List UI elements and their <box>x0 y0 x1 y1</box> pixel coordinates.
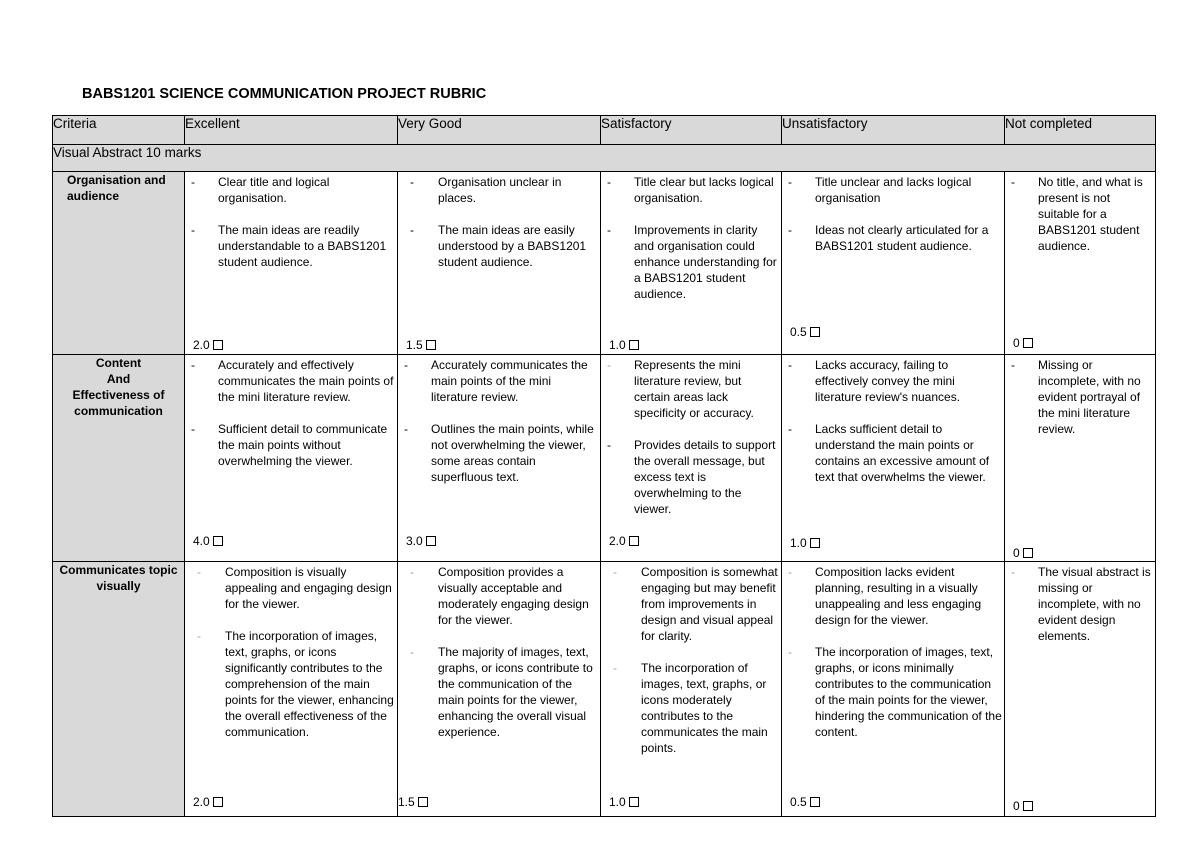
checkbox[interactable] <box>629 536 639 546</box>
list-item: - Lacks sufficient detail to understand the main points or contains an excessive amount of text that overwhelms the viewer. <box>788 422 990 484</box>
unsatisfactory-cell <box>782 562 1005 817</box>
very-good-cell <box>398 172 601 355</box>
unsatisfactory-cell <box>782 172 1005 355</box>
checkbox[interactable] <box>629 340 639 350</box>
list-item: - Ideas not clearly articulated for a BABS1201 student audience. <box>788 223 989 253</box>
list-item: - Composition provides a visually acceptable and moderately engaging design for the viewer. <box>410 565 589 627</box>
score: 1.0 <box>790 535 820 551</box>
checkbox[interactable] <box>213 797 223 807</box>
checkbox[interactable] <box>810 538 820 548</box>
unsatisfactory-cell <box>782 355 1005 562</box>
checkbox[interactable] <box>426 340 436 350</box>
list-item: - Accurately communicates the main points of the mini literature review. <box>404 358 588 404</box>
list-item: - Title clear but lacks logical organisation. <box>607 175 774 205</box>
satisfactory-cell <box>601 355 782 562</box>
list-item: - Missing or incomplete, with no evident portrayal of the mini literature review. <box>1011 358 1141 436</box>
score: 0 <box>1013 798 1033 814</box>
checkbox[interactable] <box>213 536 223 546</box>
very-good-cell <box>398 355 601 562</box>
score: 1.5 <box>398 794 428 810</box>
header-excellent: Excellent <box>185 116 398 145</box>
list-item: - Accurately and effectively communicates the main points of the mini literature review. <box>191 358 394 404</box>
table-row <box>53 172 1156 355</box>
excellent-cell <box>185 172 398 355</box>
list-item: - Improvements in clarity and organisation could enhance understanding for a BABS1201 student audience. <box>607 223 777 301</box>
header-criteria: Criteria <box>53 116 185 145</box>
very-good-cell <box>398 562 601 817</box>
header-not-completed: Not completed <box>1005 116 1156 145</box>
score: 1.0 <box>609 337 639 353</box>
list-item: - Provides details to support the overall message, but excess text is overwhelming to the viewer. <box>607 438 776 516</box>
list-item: - Composition is somewhat engaging but may benefit from improvements in design and visual appeal for clarity. <box>613 565 778 643</box>
header-very-good: Very Good <box>398 116 601 145</box>
score: 0 <box>1013 545 1033 561</box>
criteria-cell: Content And Effectiveness of communication <box>53 355 185 562</box>
list-item: - Composition lacks evident planning, resulting in a visually unappealing and less engaging design for the viewer. <box>788 565 982 627</box>
checkbox[interactable] <box>418 797 428 807</box>
score: 0.5 <box>790 324 820 340</box>
header-unsatisfactory: Unsatisfactory <box>782 116 1005 145</box>
table-row <box>53 355 1156 562</box>
score: 2.0 <box>193 794 223 810</box>
header-satisfactory: Satisfactory <box>601 116 782 145</box>
list-item: - The visual abstract is missing or incomplete, with no evident design elements. <box>1011 565 1151 643</box>
page-title: BABS1201 SCIENCE COMMUNICATION PROJECT RUBRIC <box>82 86 487 102</box>
list-item: - Composition is visually appealing and engaging design for the viewer. <box>197 565 392 611</box>
score: 4.0 <box>193 533 223 549</box>
header-row <box>53 116 1156 145</box>
list-item: - Clear title and logical organisation. <box>191 175 330 205</box>
list-item: - Organisation unclear in places. <box>410 175 562 205</box>
checkbox[interactable] <box>1023 801 1033 811</box>
satisfactory-cell <box>601 562 782 817</box>
excellent-cell <box>185 355 398 562</box>
satisfactory-cell <box>601 172 782 355</box>
list-item: - The main ideas are easily understood by a BABS1201 student audience. <box>410 223 587 269</box>
list-item: - The incorporation of images, text, graphs, or icons minimally contributes to the communication of the main points for the viewer, hindering the communication of the content. <box>788 645 1002 739</box>
criteria-cell: Communicates topic visually <box>53 562 185 817</box>
score: 1.0 <box>609 794 639 810</box>
checkbox[interactable] <box>629 797 639 807</box>
list-item: - The main ideas are readily understandable to a BABS1201 student audience. <box>191 223 387 269</box>
score: 0.5 <box>790 794 820 810</box>
not-completed-cell <box>1005 172 1156 355</box>
list-item: - Title unclear and lacks logical organisation <box>788 175 972 205</box>
criteria-cell: Organisation and audience <box>53 172 185 355</box>
not-completed-cell <box>1005 355 1156 562</box>
score: 3.0 <box>406 533 436 549</box>
list-item: - The incorporation of images, text, graphs, or icons moderately contributes to the communicates the main points. <box>613 661 768 755</box>
rubric-table <box>52 115 1156 817</box>
list-item: - Outlines the main points, while not overwhelming the viewer, some areas contain superfluous text. <box>404 422 594 484</box>
section-row <box>53 145 1156 172</box>
score: 2.0 <box>609 533 639 549</box>
list-item: - The incorporation of images, text, graphs, or icons significantly contributes to the comprehension of the main points for the viewer, enhancing the overall effectiveness of the communication. <box>197 629 394 739</box>
checkbox[interactable] <box>1023 548 1033 558</box>
score: 2.0 <box>193 337 223 353</box>
checkbox[interactable] <box>810 797 820 807</box>
list-item: - No title, and what is present is not suitable for a BABS1201 student audience. <box>1011 175 1143 253</box>
list-item: - Represents the mini literature review, but certain areas lack specificity or accuracy. <box>607 358 754 420</box>
excellent-cell <box>185 562 398 817</box>
table-row <box>53 562 1156 817</box>
score: 0 <box>1013 335 1033 351</box>
list-item: - Lacks accuracy, failing to effectively convey the mini literature review's nuances. <box>788 358 961 404</box>
section-label: Visual Abstract 10 marks <box>53 145 1156 172</box>
not-completed-cell <box>1005 562 1156 817</box>
list-item: - The majority of images, text, graphs, or icons contribute to the communication of the main points for the viewer, enhancing the overall visual experience. <box>410 645 593 739</box>
checkbox[interactable] <box>810 327 820 337</box>
checkbox[interactable] <box>213 340 223 350</box>
checkbox[interactable] <box>426 536 436 546</box>
score: 1.5 <box>406 337 436 353</box>
checkbox[interactable] <box>1023 338 1033 348</box>
list-item: - Sufficient detail to communicate the main points without overwhelming the viewer. <box>191 422 388 468</box>
